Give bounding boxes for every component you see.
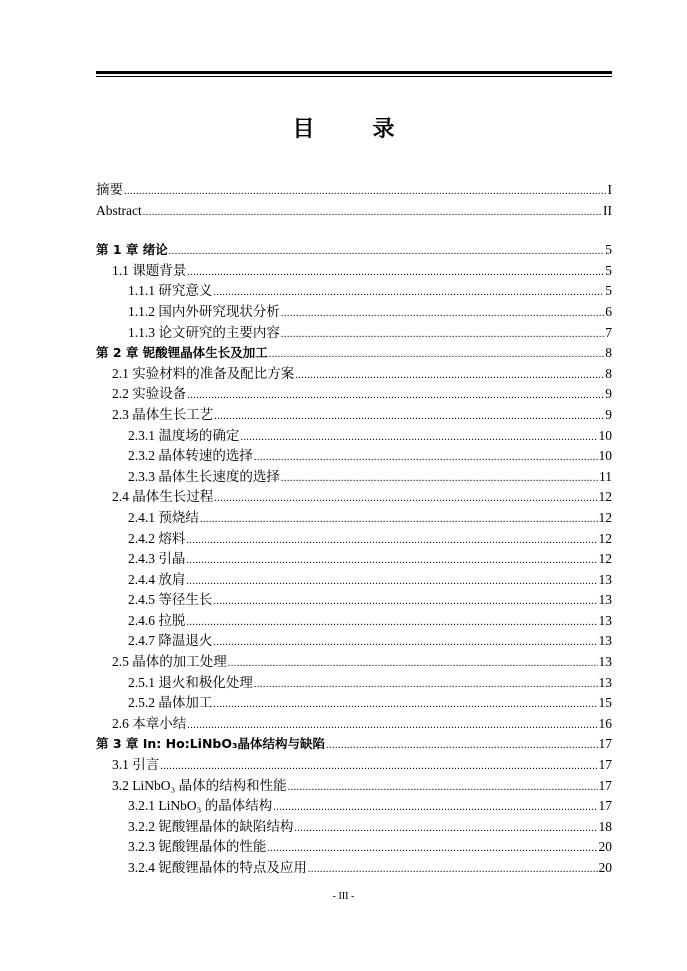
toc-page-number: 5 (605, 242, 612, 258)
toc-entry-label: 2.5.1 退火和极化处理 (128, 674, 253, 690)
toc-entry-subsection[interactable] (96, 631, 612, 652)
toc-leader-dots (288, 778, 598, 799)
toc-page-number: 10 (598, 448, 612, 464)
toc-leader-dots (281, 304, 604, 325)
toc-leader-dots (281, 325, 604, 346)
toc-entry-label: 3.2.4 铌酸锂晶体的特点及应用 (128, 860, 307, 875)
toc-leader-dots (214, 489, 597, 510)
toc-leader-dots (143, 203, 602, 224)
toc-page-number: 13 (598, 654, 612, 670)
page-title: 目 录 (292, 117, 413, 142)
toc-entry-subsection[interactable] (96, 817, 612, 838)
toc-leader-dots (269, 345, 604, 366)
toc-leader-dots (228, 654, 598, 675)
toc-entry-subsection[interactable] (96, 508, 612, 529)
toc-page-number: 13 (598, 592, 612, 608)
toc-page-number: 5 (605, 283, 612, 299)
toc-page-number: 5 (605, 262, 612, 278)
header-rule-thick (96, 71, 612, 74)
toc-entry-front[interactable] (96, 180, 612, 201)
toc-entry-label: 2.4.3 引晶 (128, 551, 186, 567)
toc-entry-subsection[interactable] (96, 446, 612, 467)
toc-entry-section[interactable] (96, 364, 612, 385)
toc-page-number: 17 (598, 798, 612, 814)
toc-entry-section[interactable] (96, 776, 612, 797)
toc-entry-subsection[interactable] (96, 673, 612, 694)
toc-entry-subsection[interactable] (96, 302, 612, 323)
toc-entry-label: 3.2 LiNbO₃ 晶体的结构和性能 (112, 777, 287, 793)
header-rule-thin (96, 76, 612, 77)
toc-entry-label: 2.4 晶体生长过程 (112, 489, 214, 505)
toc-page-number: 13 (598, 674, 612, 690)
toc-leader-dots (186, 551, 597, 572)
toc-page-number: 13 (598, 633, 612, 649)
toc-entry-label: 3.2.3 铌酸锂晶体的性能 (128, 839, 267, 855)
toc-entry-subsection[interactable] (96, 796, 612, 817)
toc-entry-subsection[interactable] (96, 426, 612, 447)
toc-page-number: 13 (598, 612, 612, 628)
toc-entry-front[interactable] (96, 201, 612, 222)
toc-entry-label: 2.6 本章小结 (112, 715, 187, 731)
toc-entry-label: 2.2 实验设备 (112, 386, 187, 402)
toc-entry-label: 2.1 实验材料的准备及配比方案 (112, 365, 295, 381)
toc-page-number: 16 (598, 715, 612, 731)
toc-page-number: 12 (598, 530, 612, 546)
toc-leader-dots (273, 798, 597, 819)
toc-entry-section[interactable] (96, 755, 612, 776)
toc-entry-label: 第 2 章 铌酸锂晶体生长及加工 (96, 345, 268, 361)
toc-page-number: 13 (598, 571, 612, 587)
toc-entry-label: 1.1.3 论文研究的主要内容 (128, 324, 280, 340)
toc-page-number: 12 (598, 551, 612, 567)
toc-entry-label: 2.4.4 放肩 (128, 571, 186, 587)
toc-entry-subsection[interactable] (96, 590, 612, 611)
toc-page-number: I (607, 182, 612, 197)
toc-leader-dots (187, 263, 604, 284)
toc-entry-subsection[interactable] (96, 570, 612, 591)
toc-page-number: 15 (598, 695, 612, 711)
toc-entry-label: 2.5 晶体的加工处理 (112, 654, 227, 670)
page-number-footer: - III - (332, 891, 355, 902)
toc-page-number: 9 (605, 406, 612, 422)
toc-entry-label: 3.2.2 铌酸锂晶体的缺陷结构 (128, 818, 294, 834)
toc-leader-dots (294, 819, 597, 840)
toc-entry-subsection[interactable] (96, 858, 612, 879)
toc-leader-dots (254, 448, 598, 469)
toc-entry-subsection[interactable] (96, 837, 612, 858)
toc-entry-section[interactable] (96, 487, 612, 508)
toc-page-number: 17 (598, 777, 612, 793)
toc-entry-subsection[interactable] (96, 281, 612, 302)
toc-entry-label: Abstract (96, 202, 142, 218)
toc-entry-subsection[interactable] (96, 549, 612, 570)
toc-page-number: 20 (598, 839, 612, 855)
toc-leader-dots (254, 675, 598, 696)
toc-entry-label: 2.4.7 降温退火 (128, 633, 213, 649)
toc-entry-label: 摘要 (96, 182, 123, 197)
toc-entry-section[interactable] (96, 714, 612, 735)
toc-page-number: II (603, 202, 612, 218)
toc-leader-dots (186, 572, 597, 593)
toc-leader-dots (295, 366, 604, 387)
toc-page-number: 18 (598, 818, 612, 834)
toc-leader-dots (160, 757, 597, 778)
toc-entry-label: 第 1 章 绪论 (96, 242, 168, 258)
toc-leader-dots (240, 428, 597, 449)
toc-entry-label: 1.1.1 研究意义 (128, 283, 213, 299)
toc-entry-label: 2.4.6 拉脱 (128, 612, 186, 628)
toc-page-number: 17 (598, 736, 612, 752)
toc-entry-section[interactable] (96, 261, 612, 282)
toc-entry-label: 2.3.3 晶体生长速度的选择 (128, 468, 280, 484)
toc-leader-dots (200, 510, 598, 531)
toc-entry-label: 2.3 晶体生长工艺 (112, 406, 214, 422)
toc-page-number: 6 (605, 303, 612, 319)
toc-leader-dots (326, 736, 598, 757)
toc-entry-label: 第 3 章 In: Ho:LiNbO₃晶体结构与缺陷 (96, 736, 325, 752)
toc-entry-label: 2.5.2 晶体加工 (128, 695, 213, 711)
toc-entry-subsection[interactable] (96, 323, 612, 344)
toc-page-number: 9 (605, 386, 612, 402)
toc-page-number: 12 (598, 509, 612, 525)
toc-leader-dots (308, 860, 598, 881)
toc-page-number: 12 (598, 489, 612, 505)
toc-entry-label: 2.4.1 预烧结 (128, 509, 199, 525)
toc-entry-chapter[interactable] (96, 240, 612, 261)
toc-entry-label: 3.1 引言 (112, 757, 160, 773)
toc-entry-subsection[interactable] (96, 611, 612, 632)
toc-entry-subsection[interactable] (96, 529, 612, 550)
toc-leader-dots (281, 469, 598, 490)
toc-entry-chapter[interactable] (96, 343, 612, 364)
toc-entry-subsection[interactable] (96, 467, 612, 488)
toc-entry-chapter[interactable] (96, 734, 612, 755)
toc-entry-label: 1.1.2 国内外研究现状分析 (128, 303, 280, 319)
toc-leader-dots (214, 407, 604, 428)
toc-entry-label: 2.3.2 晶体转速的选择 (128, 448, 253, 464)
toc-leader-dots (213, 592, 597, 613)
toc-leader-dots (186, 613, 597, 634)
toc-page-number: 17 (598, 757, 612, 773)
toc-leader-dots (213, 633, 597, 654)
toc-entry-label: 2.4.2 熔料 (128, 530, 186, 546)
toc-leader-dots (187, 716, 597, 737)
toc-entry-section[interactable] (96, 405, 612, 426)
toc-entry-label: 1.1 课题背景 (112, 262, 187, 278)
toc-entry-label: 3.2.1 LiNbO₃ 的晶体结构 (128, 798, 273, 814)
toc-leader-dots (267, 839, 597, 860)
toc-leader-dots (213, 695, 597, 716)
toc-page-number: 11 (599, 468, 612, 484)
toc-page-number: 10 (598, 427, 612, 443)
toc-page-number: 8 (605, 345, 612, 361)
toc-leader-dots (187, 386, 604, 407)
table-of-contents (96, 180, 612, 879)
toc-page-number: 8 (605, 365, 612, 381)
toc-entry-section[interactable] (96, 384, 612, 405)
toc-page-number: 7 (605, 324, 612, 340)
toc-leader-dots (186, 531, 597, 552)
toc-leader-dots (169, 242, 604, 263)
toc-leader-dots (124, 182, 607, 203)
toc-leader-dots (213, 283, 604, 304)
toc-page-number: 20 (598, 860, 612, 875)
toc-entry-subsection[interactable] (96, 693, 612, 714)
toc-entry-section[interactable] (96, 652, 612, 673)
toc-entry-label: 2.3.1 温度场的确定 (128, 427, 240, 443)
toc-entry-label: 2.4.5 等径生长 (128, 592, 213, 608)
